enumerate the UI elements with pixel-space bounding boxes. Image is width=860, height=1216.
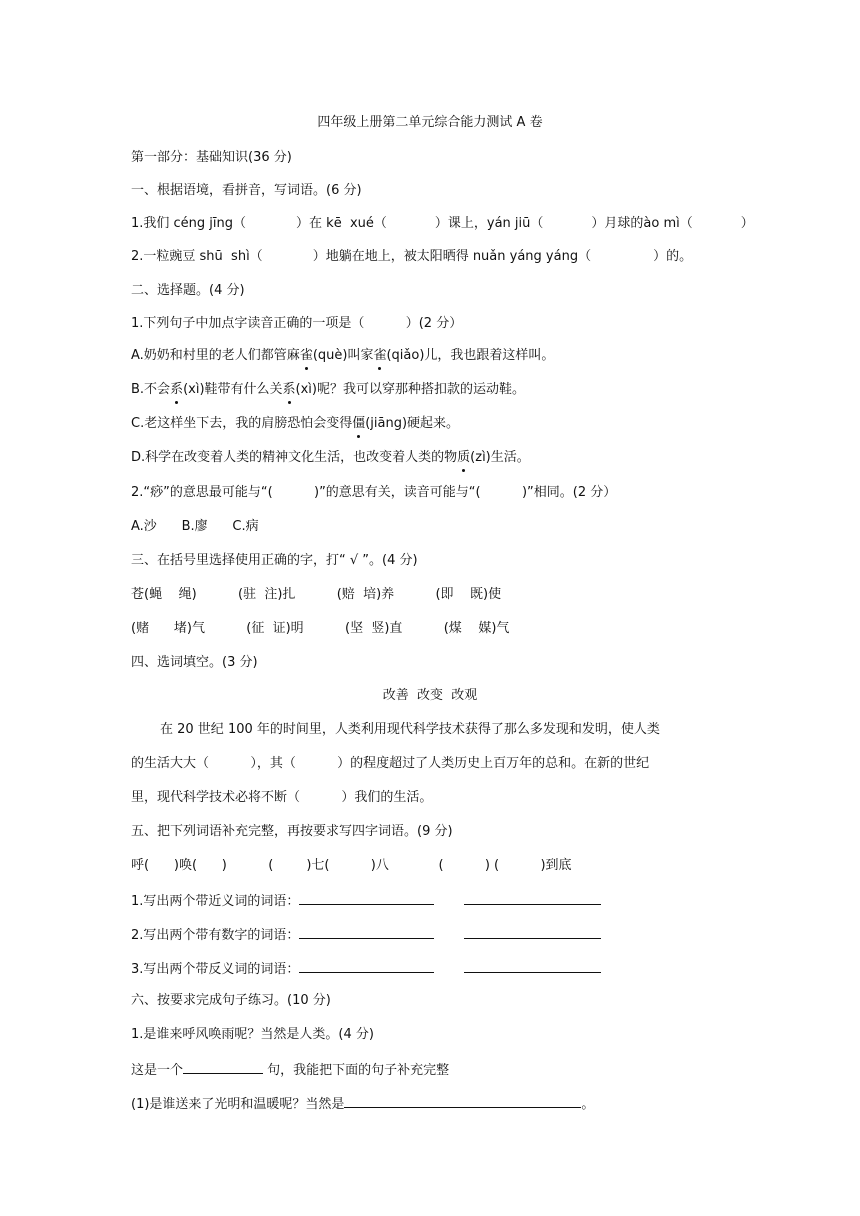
part-heading: 第一部分：基础知识(36 分) [131, 150, 292, 165]
section3-heading: 三、在括号里选择使用正确的字，打“ √ ”。(4 分) [131, 553, 418, 568]
answer-blank[interactable] [464, 890, 601, 905]
section2-question2: 2.“痧”的意思最可能与“( )”的意思有关，读音可能与“( )”相同。(2 分） [131, 485, 617, 500]
answer-blank[interactable] [299, 924, 434, 939]
option-c-text: C.老这样坐下去，我的肩膀恐怕会变得 [131, 416, 353, 431]
section5-question3 [131, 958, 601, 980]
q1-part-c: ）课上，yán jiū（ [434, 216, 544, 231]
answer-blank[interactable] [464, 924, 601, 939]
answer-blank[interactable] [344, 1093, 581, 1108]
option-b [131, 380, 525, 400]
answer-blank[interactable] [299, 958, 434, 973]
section3-row2: (赌 堵)气 (征 证)明 (坚 竖)直 (煤 媒)气 [131, 621, 510, 636]
option-c-text: (jiāng)硬起来。 [365, 416, 460, 431]
section1-heading: 一、根据语境，看拼音，写词语。(6 分) [131, 183, 362, 198]
q2-part-a: 2.一粒豌豆 shū shì（ [131, 249, 263, 264]
dotted-char: 僵 [352, 414, 365, 434]
q1-part-e: ） [740, 216, 754, 231]
section1-question2 [131, 247, 692, 267]
passage-line1: 在 20 世纪 100 年的时间里，人类利用现代科学技术获得了那么多发现和发明，使人类 [160, 722, 660, 737]
section5-words: 呼( )唤( ) ( )七( )八 ( ) ( )到底 [131, 858, 572, 873]
page-title: 四年级上册第二单元综合能力测试 A 卷 [317, 115, 543, 130]
option-b-text: (xì)鞋带有什么关 [183, 382, 283, 397]
section5-question1 [131, 890, 601, 912]
option-a-text: (qiǎo)儿，我也跟着这样叫。 [386, 348, 555, 363]
q2-part-c: ）的。 [653, 249, 693, 264]
word-choices: 改善 改变 改观 [382, 688, 478, 703]
section6-line3 [131, 1093, 594, 1115]
dotted-char: 质 [457, 448, 470, 468]
section6-heading: 六、按要求完成句子练习。(10 分) [131, 993, 331, 1008]
question-text: (1)是谁送来了光明和温暖呢？当然是 [131, 1097, 345, 1112]
section5-question2 [131, 924, 601, 946]
answer-blank[interactable] [299, 890, 434, 905]
section2-heading: 二、选择题。(4 分) [131, 283, 245, 298]
passage-line3: 里，现代科学技术必将不断（ ）我们的生活。 [131, 790, 433, 805]
section1-question1 [131, 214, 754, 234]
dotted-char: 雀 [300, 346, 313, 366]
question-text: 这是一个 [131, 1063, 184, 1078]
option-a-text: (què)叫家 [312, 348, 374, 363]
section3-row1: 苍(蝇 绳) (驻 注)扎 (赔 培)养 (即 既)使 [131, 587, 502, 602]
section4-heading: 四、选词填空。(3 分) [131, 655, 258, 670]
passage-line2: 的生活大大（ ），其（ ）的程度超过了人类历史上百万年的总和。在新的世纪 [131, 756, 650, 771]
question-text: 2.写出两个带有数字的词语： [131, 928, 300, 943]
q1-part-b: ）在 kē xué（ [296, 216, 387, 231]
question-text: 句，我能把下面的句子补充完整 [263, 1063, 450, 1078]
section6-line2 [131, 1059, 449, 1081]
question-text: 。 [581, 1097, 595, 1112]
q2-part-b: ）地躺在地上，被太阳晒得 nuǎn yáng yáng（ [312, 249, 592, 264]
q1-part-a: 1.我们 céng jīng（ [131, 216, 247, 231]
question-text: 3.写出两个带反义词的词语： [131, 962, 300, 977]
section2-question1: 1.下列句子中加点字读音正确的一项是（ ）(2 分） [131, 316, 463, 331]
section5-heading: 五、把下列词语补充完整，再按要求写四字词语。(9 分) [131, 824, 453, 839]
option-b-text: B.不会 [131, 382, 171, 397]
option-d-text: (zì)生活。 [470, 450, 530, 465]
section6-question1: 1.是谁来呼风唤雨呢？当然是人类。(4 分) [131, 1027, 374, 1042]
option-a [131, 346, 554, 366]
option-b-text: (xì)呢？我可以穿那种搭扣款的运动鞋。 [295, 382, 525, 397]
dotted-char: 系 [170, 380, 183, 400]
option-c [131, 414, 459, 434]
answer-blank[interactable] [183, 1059, 263, 1074]
question-text: 1.写出两个带近义词的词语： [131, 894, 300, 909]
section2-question2-options: A.沙 B.廖 C.病 [131, 519, 259, 534]
option-d [131, 448, 530, 468]
answer-blank[interactable] [464, 958, 601, 973]
dotted-char: 雀 [373, 346, 386, 366]
option-a-text: A.奶奶和村里的老人们都管麻 [131, 348, 300, 363]
q1-part-d: ）月球的ào mì（ [591, 216, 693, 231]
dotted-char: 系 [283, 380, 296, 400]
option-d-text: D.科学在改变着人类的精神文化生活，也改变着人类的物 [131, 450, 458, 465]
